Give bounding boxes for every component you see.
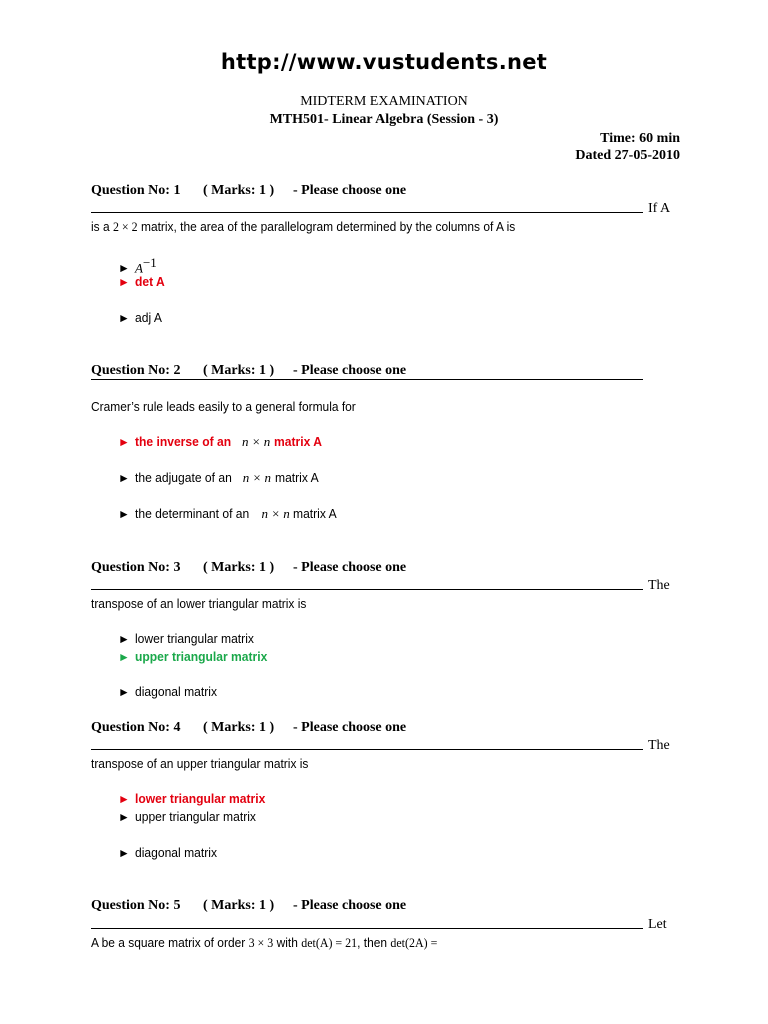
question-stem-start: The	[648, 578, 670, 593]
question-1-option-3[interactable]	[118, 310, 164, 325]
option-pointer-icon: ►	[118, 632, 130, 646]
option-text: adj A	[135, 310, 162, 325]
option-text: upper triangular matrix	[135, 809, 256, 824]
option-text: matrix A	[273, 434, 322, 449]
option-pointer-icon: ►	[118, 275, 130, 289]
site-url: http://www.vustudents.net	[220, 50, 548, 74]
question-instruction: - Please choose one	[293, 898, 407, 913]
question-stem-start: Let	[648, 917, 667, 932]
question-instruction: - Please choose one	[293, 560, 407, 575]
question-marks: ( Marks: 1 )	[203, 560, 275, 575]
option-pointer-icon: ►	[118, 810, 130, 824]
exam-title: MIDTERM EXAMINATION	[300, 94, 468, 109]
option-pointer-icon: ►	[118, 685, 130, 699]
answer-line	[91, 749, 643, 750]
question-5-stem	[91, 935, 437, 951]
answer-line	[91, 928, 643, 929]
option-pointer-icon: ►	[118, 650, 130, 664]
question-label: Question No: 1	[91, 183, 181, 198]
question-instruction: - Please choose one	[293, 720, 407, 735]
stem-text: , then	[357, 935, 388, 950]
option-text: diagonal matrix	[135, 845, 217, 860]
option-pointer-icon: ►	[118, 311, 130, 325]
question-2-option-3[interactable]	[118, 506, 340, 522]
option-math: n × n	[261, 506, 290, 521]
exam-time: Time: 60 min	[600, 131, 680, 146]
question-4-option-2[interactable]	[118, 809, 265, 824]
answer-line	[91, 212, 643, 213]
question-3-header	[91, 560, 406, 576]
stem-text: matrix, the area of the parallelogram determined by the columns of A is	[140, 219, 516, 234]
option-math: n × n	[242, 470, 271, 485]
option-pointer-icon: ►	[118, 471, 130, 485]
question-2-option-2[interactable]	[118, 470, 322, 486]
question-marks: ( Marks: 1 )	[203, 183, 275, 198]
option-text: the inverse of an	[135, 434, 232, 449]
question-1-option-2[interactable]	[118, 274, 167, 289]
question-3-option-1[interactable]	[118, 631, 263, 646]
option-pointer-icon: ►	[118, 507, 130, 521]
question-4-option-1[interactable]	[118, 791, 275, 806]
question-label: Question No: 5	[91, 898, 181, 913]
question-marks: ( Marks: 1 )	[203, 363, 275, 378]
option-text: the adjugate of an	[135, 470, 232, 485]
stem-text: with	[276, 935, 298, 950]
question-2-stem: Cramer’s rule leads easily to a general formula for	[91, 399, 356, 414]
stem-math: 2 × 2	[112, 219, 138, 234]
option-text: det A	[135, 274, 165, 289]
stem-text: A be a square matrix of order	[91, 935, 246, 950]
question-2-option-1[interactable]	[118, 434, 325, 450]
question-marks: ( Marks: 1 )	[203, 720, 275, 735]
option-pointer-icon: ►	[118, 792, 130, 806]
answer-line	[91, 589, 643, 590]
stem-math: det(A) = 21	[301, 935, 358, 950]
option-pointer-icon: ►	[118, 435, 130, 449]
option-text: upper triangular matrix	[135, 649, 268, 664]
question-instruction: - Please choose one	[293, 363, 407, 378]
question-marks: ( Marks: 1 )	[203, 898, 275, 913]
course-title: MTH501- Linear Algebra (Session - 3)	[269, 112, 499, 127]
question-label: Question No: 3	[91, 560, 181, 575]
option-text: diagonal matrix	[135, 684, 217, 699]
option-text: the determinant of an	[135, 506, 250, 521]
question-label: Question No: 2	[91, 363, 181, 378]
question-stem-start: If A	[648, 201, 671, 216]
question-2-header	[91, 363, 406, 379]
option-text: lower triangular matrix	[135, 631, 254, 646]
question-1-stem	[91, 219, 515, 235]
answer-line	[91, 379, 643, 380]
question-label: Question No: 4	[91, 720, 181, 735]
question-4-stem: transpose of an upper triangular matrix is	[91, 756, 309, 771]
stem-math: 3 × 3	[248, 935, 274, 950]
question-4-option-3[interactable]	[118, 845, 223, 860]
option-math: A	[135, 260, 143, 276]
option-math-sup: −1	[142, 255, 157, 270]
question-4-header	[91, 720, 406, 736]
question-5-header	[91, 898, 406, 914]
stem-math: det(2A) =	[390, 935, 438, 950]
option-pointer-icon: ►	[118, 261, 130, 276]
exam-date: Dated 27-05-2010	[575, 148, 680, 163]
question-3-option-3[interactable]	[118, 684, 223, 699]
option-text: matrix A	[293, 506, 338, 521]
option-pointer-icon: ►	[118, 846, 130, 860]
option-text: lower triangular matrix	[135, 791, 266, 806]
question-1-header	[91, 183, 406, 199]
stem-text: is a	[91, 219, 110, 234]
question-instruction: - Please choose one	[293, 183, 407, 198]
question-3-stem: transpose of an lower triangular matrix is	[91, 596, 307, 611]
question-3-option-2[interactable]	[118, 649, 277, 664]
option-math: n × n	[241, 434, 271, 449]
question-stem-start: The	[648, 738, 670, 753]
option-text: matrix A	[274, 470, 319, 485]
